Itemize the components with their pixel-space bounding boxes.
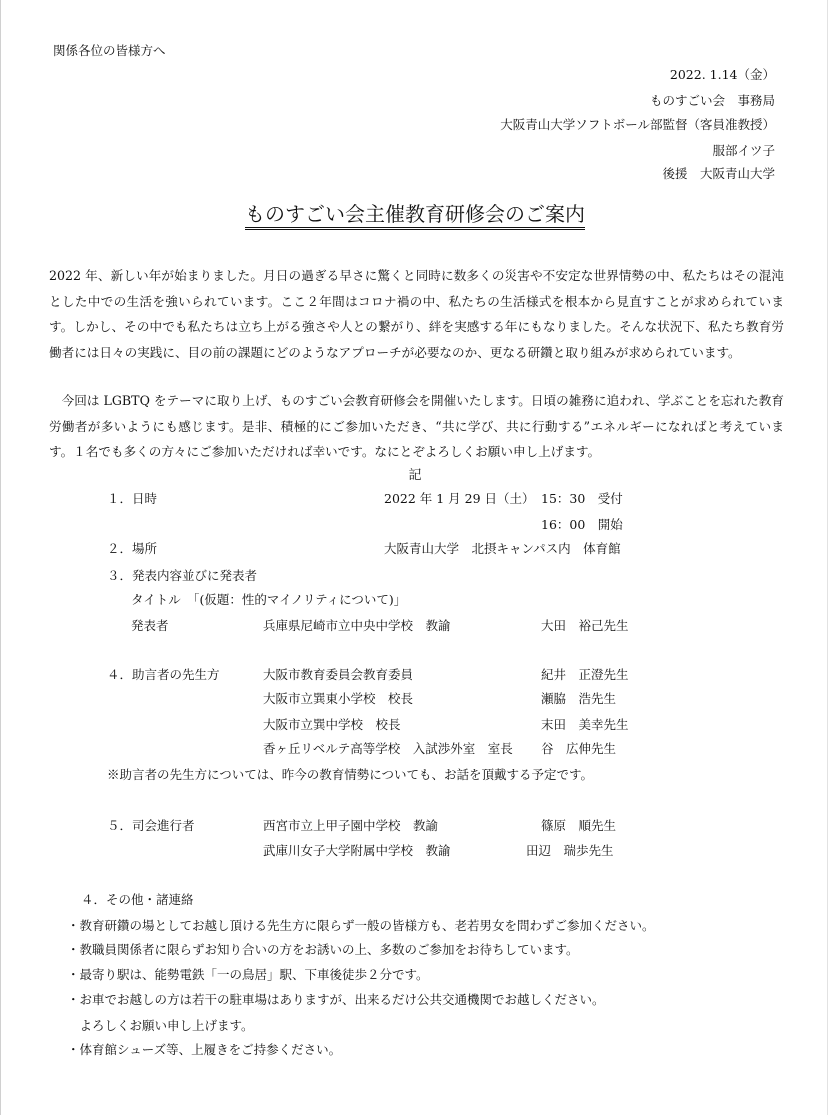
event-date: 2022 年 1 月 29 日（土）	[384, 491, 535, 506]
start-time: 16：00 開始	[541, 517, 623, 532]
page-title-text: ものすごい会主催教育研修会のご案内	[245, 204, 585, 230]
place-value: 大阪青山大学 北摂キャンパス内 体育館	[384, 541, 621, 556]
notice-item: ・教育研鑽の場としてお越し頂ける先生方に限らず一般の皆様方も、老若男女を問わずご参加ください。	[67, 918, 655, 933]
intro-paragraph-2: 今回は LGBTQ をテーマに取り上げ、ものすごい会教育研修会を開催いたします。日頃の雑務に追われ、学ぶことを忘れた教育労働者が多いようにも感じます。是非、積極的にご参加いただき、“共に学び、共に行動する”エネルギーになればと考えています。１名でも多くの方々にご参加いただければ幸いです。なにとぞよろしくお願い申し上げます。	[49, 393, 784, 459]
mc-org: 西宮市立上甲子園中学校 教諭	[263, 818, 439, 833]
notice-item: ・お車でお越しの方は若干の駐車場はありますが、出来るだけ公共交通機関でお越しください。	[67, 992, 605, 1007]
advisor-org: 大阪市立巽中学校 校長	[263, 717, 401, 732]
notice-item: ・体育館シューズ等、上履きをご持参ください。	[67, 1042, 342, 1057]
mc-name: 田辺 瑞歩先生	[526, 843, 614, 858]
advisor-name: 末田 美幸先生	[541, 717, 629, 732]
other-heading: ４．その他・諸連絡	[81, 892, 194, 907]
advisor-name: 谷 広伸先生	[541, 741, 617, 756]
organizer: ものすごい会 事務局	[649, 93, 775, 108]
intro-paragraph-1: 2022 年、新しい年が始まりました。月日の過ぎる早さに驚くと同時に数多くの災害や不安定な世界情勢の中、私たちはその混沌とした中での生活を強いられています。ここ２年間はコロナ禍の中、私たちの生活様式を根本から見直すことが求められています。しかし、その中でも私たちは立ち上がる強さや人との繋がり、絆を実感する年にもなりました。そんな状況下、私たち教育労働者には日々の実践に、目の前の課題にどのようなアプローチが必要なのか、更なる研鑽と取り組みが求められています。	[49, 268, 784, 360]
presentation-title: タイトル 「(仮題：性的マイノリティについて)」	[131, 592, 407, 607]
mc-name: 篠原 順先生	[541, 818, 617, 833]
advisors-label: ４．助言者の先生方	[107, 667, 220, 682]
notice-item: ・最寄り駅は、能勢電鉄「一の鳥居」駅、下車後徒歩２分です。	[67, 967, 429, 982]
salutation: 関係各位の皆様方へ	[53, 43, 166, 58]
person-name: 服部イツ子	[712, 143, 775, 158]
ki-marker: 記	[408, 468, 422, 483]
presenter-label: 発表者	[131, 618, 169, 633]
presentation-label: ３．発表内容並びに発表者	[107, 568, 258, 583]
advisor-org: 香ヶ丘リベルテ高等学校 入試渉外室 室長	[263, 741, 513, 756]
place-label: ２．場所	[107, 541, 158, 556]
presenter-name: 大田 裕己先生	[541, 618, 629, 633]
reception-time: 15：30 受付	[541, 491, 623, 506]
notice-item: ・教職員関係者に限らずお知り合いの方をお誘いの上、多数のご参加をお待ちしています。	[67, 942, 579, 957]
supporter: 後援 大阪青山大学	[662, 166, 775, 181]
advisors-note: ※助言者の先生方については、昨今の教育情勢についても、お話を頂戴する予定です。	[107, 767, 594, 782]
advisor-org: 大阪市立巽東小学校 校長	[263, 691, 414, 706]
mc-org: 武庫川女子大学附属中学校 教諭	[263, 843, 451, 858]
page-title	[1, 204, 828, 230]
datetime-label: １．日時	[107, 491, 158, 506]
notice-item: よろしくお願い申し上げます。	[67, 1018, 254, 1033]
advisor-org: 大阪市教育委員会教育委員	[263, 667, 414, 682]
advisor-name: 紀井 正澄先生	[541, 667, 629, 682]
affiliation: 大阪青山大学ソフトボール部監督（客員准教授）	[500, 117, 775, 132]
presenter-org: 兵庫県尼崎市立中央中学校 教諭	[263, 618, 451, 633]
mc-label: ５．司会進行者	[107, 818, 195, 833]
advisor-name: 瀬脇 浩先生	[541, 691, 617, 706]
date: 2022. 1.14（金）	[669, 67, 775, 82]
